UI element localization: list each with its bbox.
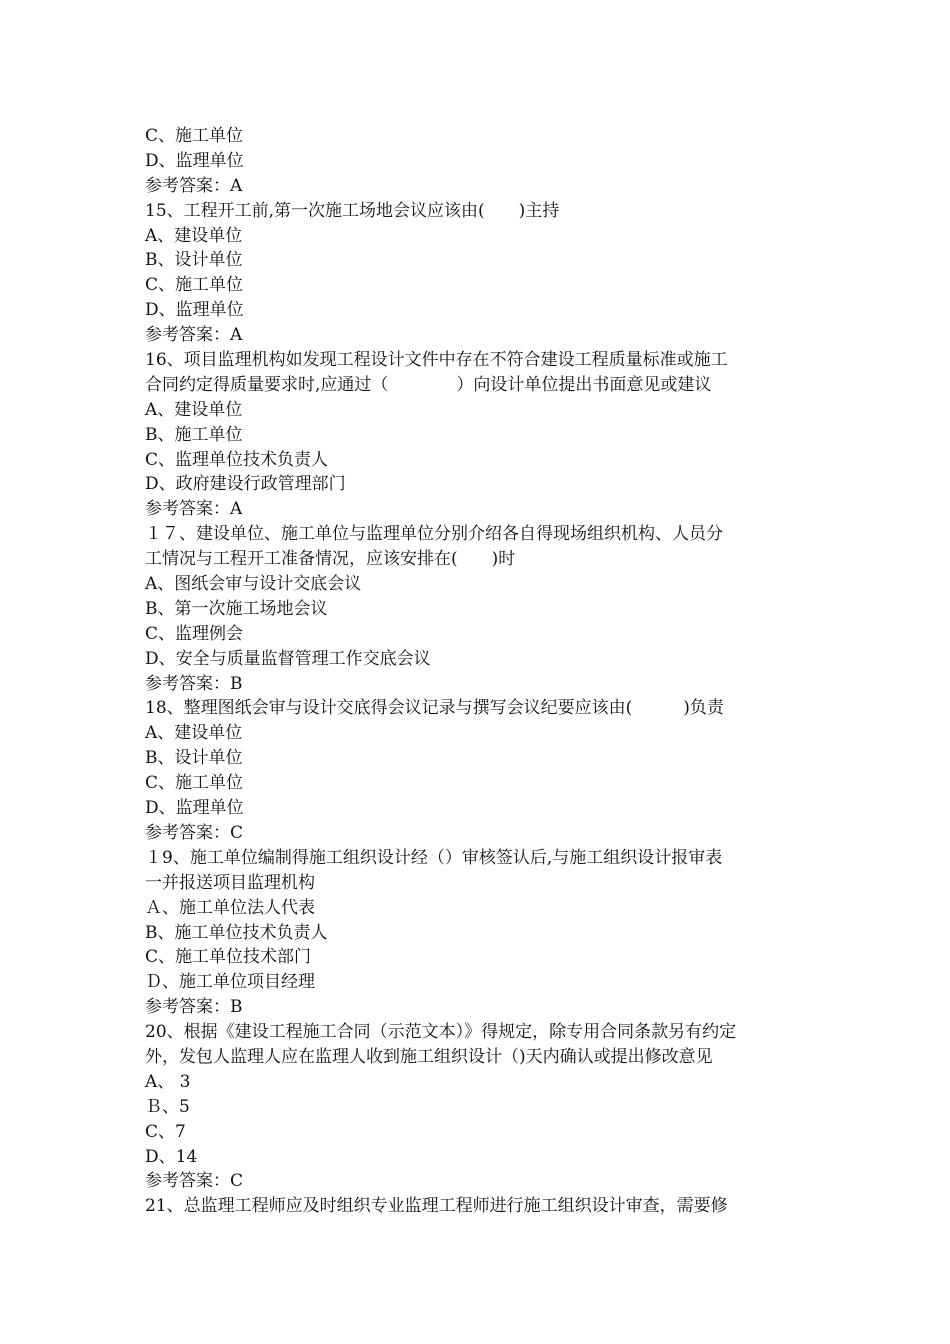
text-line: D、监理单位 xyxy=(145,300,244,321)
text-line: B、设计单位 xyxy=(145,250,243,271)
text-line: C、施工单位 xyxy=(145,773,244,794)
text-line: 参考答案：A xyxy=(145,325,243,346)
text-line: B、施工单位技术负责人 xyxy=(145,922,328,943)
text-line: 参考答案：A xyxy=(145,175,243,196)
text-line: 一并报送项目监理机构 xyxy=(145,872,315,893)
text-line: 15、工程开工前,第一次施工场地会议应该由( )主持 xyxy=(145,200,560,221)
text-line: D、政府建设行政管理部门 xyxy=(145,474,346,495)
text-line: 参考答案：A xyxy=(145,499,243,520)
text-line: Ｂ、5 xyxy=(145,1096,190,1117)
text-line: 参考答案：C xyxy=(145,1171,244,1192)
text-line: １７、建设单位、施工单位与监理单位分别介绍各自得现场组织机构、人员分 xyxy=(145,524,723,545)
text-line: 参考答案：B xyxy=(145,673,243,694)
text-line: 合同约定得质量要求时,应通过（ ）向设计单位提出书面意见或建议 xyxy=(145,374,712,395)
text-line: C、监理单位技术负责人 xyxy=(145,449,329,470)
text-line: C、监理例会 xyxy=(145,623,244,644)
text-line: 参考答案：C xyxy=(145,822,244,843)
text-line: B、第一次施工场地会议 xyxy=(145,598,328,619)
text-line: 工情况与工程开工准备情况，应该安排在( )时 xyxy=(145,549,516,570)
text-line: Ｄ、施工单位项目经理 xyxy=(145,972,315,993)
text-line: D、14 xyxy=(145,1146,198,1167)
text-line: 16、项目监理机构如发现工程设计文件中存在不符合建设工程质量标准或施工 xyxy=(145,350,728,371)
text-line: A、建设单位 xyxy=(145,723,243,744)
text-line: １9、施工单位编制得施工组织设计经（）审核签认后,与施工组织设计报审表 xyxy=(145,847,723,868)
text-line: B、施工单位 xyxy=(145,424,243,445)
text-line: D、监理单位 xyxy=(145,798,244,819)
text-line: A、建设单位 xyxy=(145,399,243,420)
text-line: C、施工单位 xyxy=(145,126,244,146)
text-line: B、设计单位 xyxy=(145,748,243,769)
text-line: D、安全与质量监督管理工作交底会议 xyxy=(145,648,431,669)
text-line: A、建设单位 xyxy=(145,225,243,246)
text-line: C、施工单位技术部门 xyxy=(145,947,312,968)
text-line: 18、整理图纸会审与设计交底得会议记录与撰写会议纪要应该由( )负责 xyxy=(145,698,724,719)
text-line: C、施工单位 xyxy=(145,275,244,296)
text-line: 21、总监理工程师应及时组织专业监理工程师进行施工组织设计审查，需要修 xyxy=(145,1196,728,1217)
text-line: Ａ、施工单位法人代表 xyxy=(145,897,315,918)
text-line: 20、根据《建设工程施工合同（示范文本）》得规定，除专用合同条款另有约定 xyxy=(145,1022,737,1043)
document-page xyxy=(145,124,825,1219)
text-line: A、 3 xyxy=(145,1071,191,1092)
text-line: 参考答案：B xyxy=(145,997,243,1018)
text-line: A、图纸会审与设计交底会议 xyxy=(145,574,362,595)
text-line: D、监理单位 xyxy=(145,150,244,171)
text-line: 外，发包人监理人应在监理人收到施工组织设计（)天内确认或提出修改意见 xyxy=(145,1046,713,1067)
text-line: C、7 xyxy=(145,1121,186,1142)
